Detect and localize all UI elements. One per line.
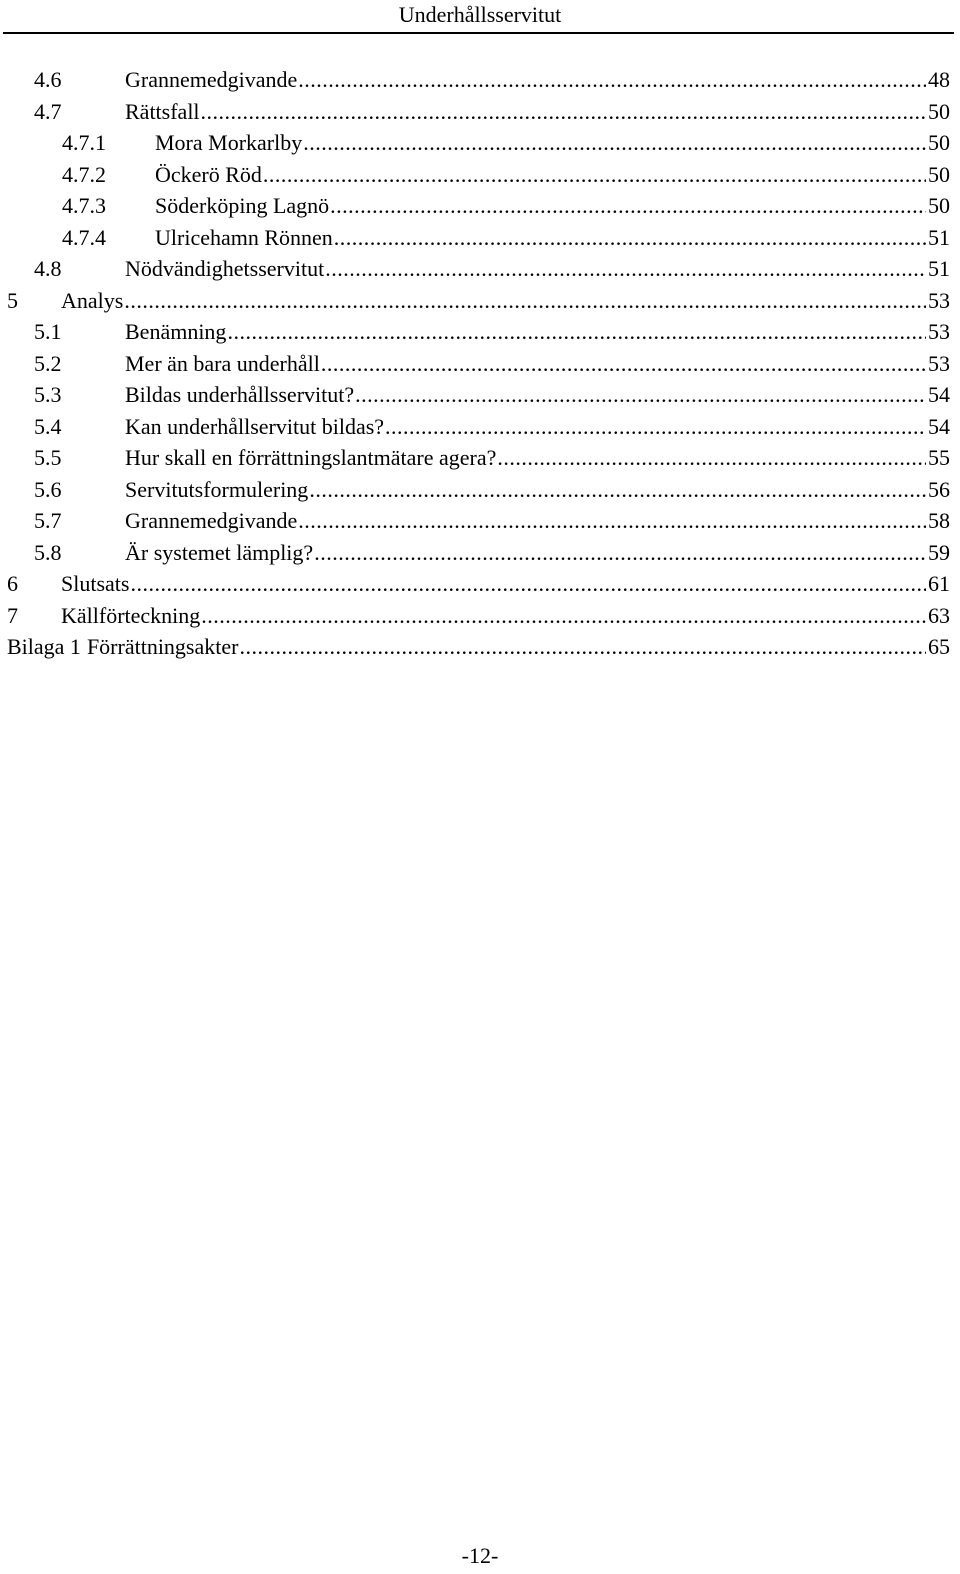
toc-entry-title: Ulricehamn Rönnen — [155, 225, 333, 250]
page-number: -12- — [461, 1543, 499, 1568]
toc-entry[interactable] — [34, 411, 950, 443]
toc-entry-title: Analys — [61, 288, 124, 313]
dot-leader — [325, 253, 926, 285]
toc-entry-title: Hur skall en förrättningslantmätare agera? — [125, 445, 497, 470]
toc-entry-title: Mora Morkarlby — [155, 130, 303, 155]
toc-entry-page: 51 — [928, 225, 950, 250]
dot-leader — [334, 222, 926, 254]
toc-entry-page: 50 — [928, 162, 950, 187]
toc-entry-number: 4.7 — [34, 99, 62, 124]
toc-entry-number: 4.7.2 — [62, 162, 106, 187]
toc-entry-number: 4.8 — [34, 256, 62, 281]
dot-leader — [385, 411, 926, 443]
toc-entry[interactable] — [34, 64, 950, 96]
dot-leader — [239, 631, 926, 663]
toc-entry-title: Rättsfall — [125, 99, 200, 124]
dot-leader — [124, 285, 926, 317]
dot-leader — [201, 96, 926, 128]
toc-entry-number: 5.2 — [34, 351, 62, 376]
dot-leader — [298, 505, 926, 537]
dot-leader — [330, 190, 926, 222]
toc-entry-number: 4.7.4 — [62, 225, 106, 250]
toc-entry-title: Benämning — [125, 319, 227, 344]
dot-leader — [321, 348, 926, 380]
dot-leader — [130, 568, 926, 600]
toc-entry-number: 5.1 — [34, 319, 62, 344]
toc-entry-number: Bilaga 1 — [7, 634, 81, 659]
toc-entry-number: 5.4 — [34, 414, 62, 439]
toc-entry-number: 5.3 — [34, 382, 62, 407]
toc-entry-page: 58 — [928, 508, 950, 533]
toc-entry-page: 54 — [928, 382, 950, 407]
toc-entry-number: 5 — [7, 288, 18, 313]
toc-entry-number: 7 — [7, 603, 18, 628]
toc-entry-title: Är systemet lämplig? — [125, 540, 314, 565]
toc-entry-number: 5.8 — [34, 540, 62, 565]
page-header — [0, 0, 960, 34]
toc-entry[interactable] — [34, 505, 950, 537]
toc-entry-title: Bildas underhållsservitut? — [125, 382, 355, 407]
toc-entry-title: Servitutsformulering — [125, 477, 309, 502]
toc-entry[interactable] — [7, 600, 950, 632]
toc-entry-page: 53 — [928, 351, 950, 376]
running-header-title: Underhållsservitut — [398, 2, 562, 27]
toc-entry-page: 48 — [928, 67, 950, 92]
toc-entry-page: 65 — [928, 634, 950, 659]
toc-entry-title: Grannemedgivande — [125, 508, 298, 533]
toc-entry[interactable] — [34, 96, 950, 128]
dot-leader — [309, 474, 926, 506]
toc-entry-page: 55 — [928, 445, 950, 470]
dot-leader — [303, 127, 926, 159]
toc-entry[interactable] — [34, 253, 950, 285]
toc-entry-title: Grannemedgivande — [125, 67, 298, 92]
toc-entry[interactable] — [34, 442, 950, 474]
dot-leader — [227, 316, 926, 348]
toc-entry-page: 53 — [928, 319, 950, 344]
toc-entry-title: Källförteckning — [61, 603, 201, 628]
toc-entry[interactable] — [34, 316, 950, 348]
dot-leader — [314, 537, 926, 569]
toc-entry-number: 5.5 — [34, 445, 62, 470]
toc-entry-page: 50 — [928, 193, 950, 218]
toc-entry-title: Söderköping Lagnö — [155, 193, 330, 218]
toc-entry-page: 53 — [928, 288, 950, 313]
toc-entry-page: 63 — [928, 603, 950, 628]
toc-entry-title: Förrättningsakter — [86, 634, 239, 659]
dot-leader — [355, 379, 926, 411]
toc-entry-title: Nödvändighetsservitut — [125, 256, 325, 281]
dot-leader — [263, 159, 926, 191]
toc-entry[interactable] — [34, 537, 950, 569]
toc-entry[interactable] — [34, 379, 950, 411]
toc-entry[interactable] — [34, 348, 950, 380]
toc-entry-page: 51 — [928, 256, 950, 281]
toc-entry-title: Slutsats — [61, 571, 130, 596]
toc-entry[interactable] — [7, 631, 950, 663]
toc-entry-number: 5.6 — [34, 477, 62, 502]
toc-entry-number: 4.6 — [34, 67, 62, 92]
toc-entry-page: 54 — [928, 414, 950, 439]
toc-entry-number: 6 — [7, 571, 18, 596]
toc-entry-number: 4.7.1 — [62, 130, 106, 155]
toc-entry-title: Kan underhållservitut bildas? — [125, 414, 385, 439]
toc-entry[interactable] — [62, 222, 950, 254]
toc-entry-page: 50 — [928, 130, 950, 155]
toc-entry-title: Mer än bara underhåll — [125, 351, 320, 376]
toc-entry-title: Öckerö Röd — [155, 162, 262, 187]
toc-entry[interactable] — [62, 190, 950, 222]
toc-entry-page: 59 — [928, 540, 950, 565]
dot-leader — [298, 64, 926, 96]
toc-entry[interactable] — [34, 474, 950, 506]
toc-entry-number: 4.7.3 — [62, 193, 106, 218]
toc-entry[interactable] — [7, 285, 950, 317]
header-rule — [3, 32, 954, 34]
toc-entry-page: 61 — [928, 571, 950, 596]
toc-entry-page: 56 — [928, 477, 950, 502]
dot-leader — [497, 442, 926, 474]
toc-entry[interactable] — [62, 127, 950, 159]
toc-entry[interactable] — [62, 159, 950, 191]
toc-entry-page: 50 — [928, 99, 950, 124]
toc-entry[interactable] — [7, 568, 950, 600]
dot-leader — [201, 600, 926, 632]
toc-entry-number: 5.7 — [34, 508, 62, 533]
